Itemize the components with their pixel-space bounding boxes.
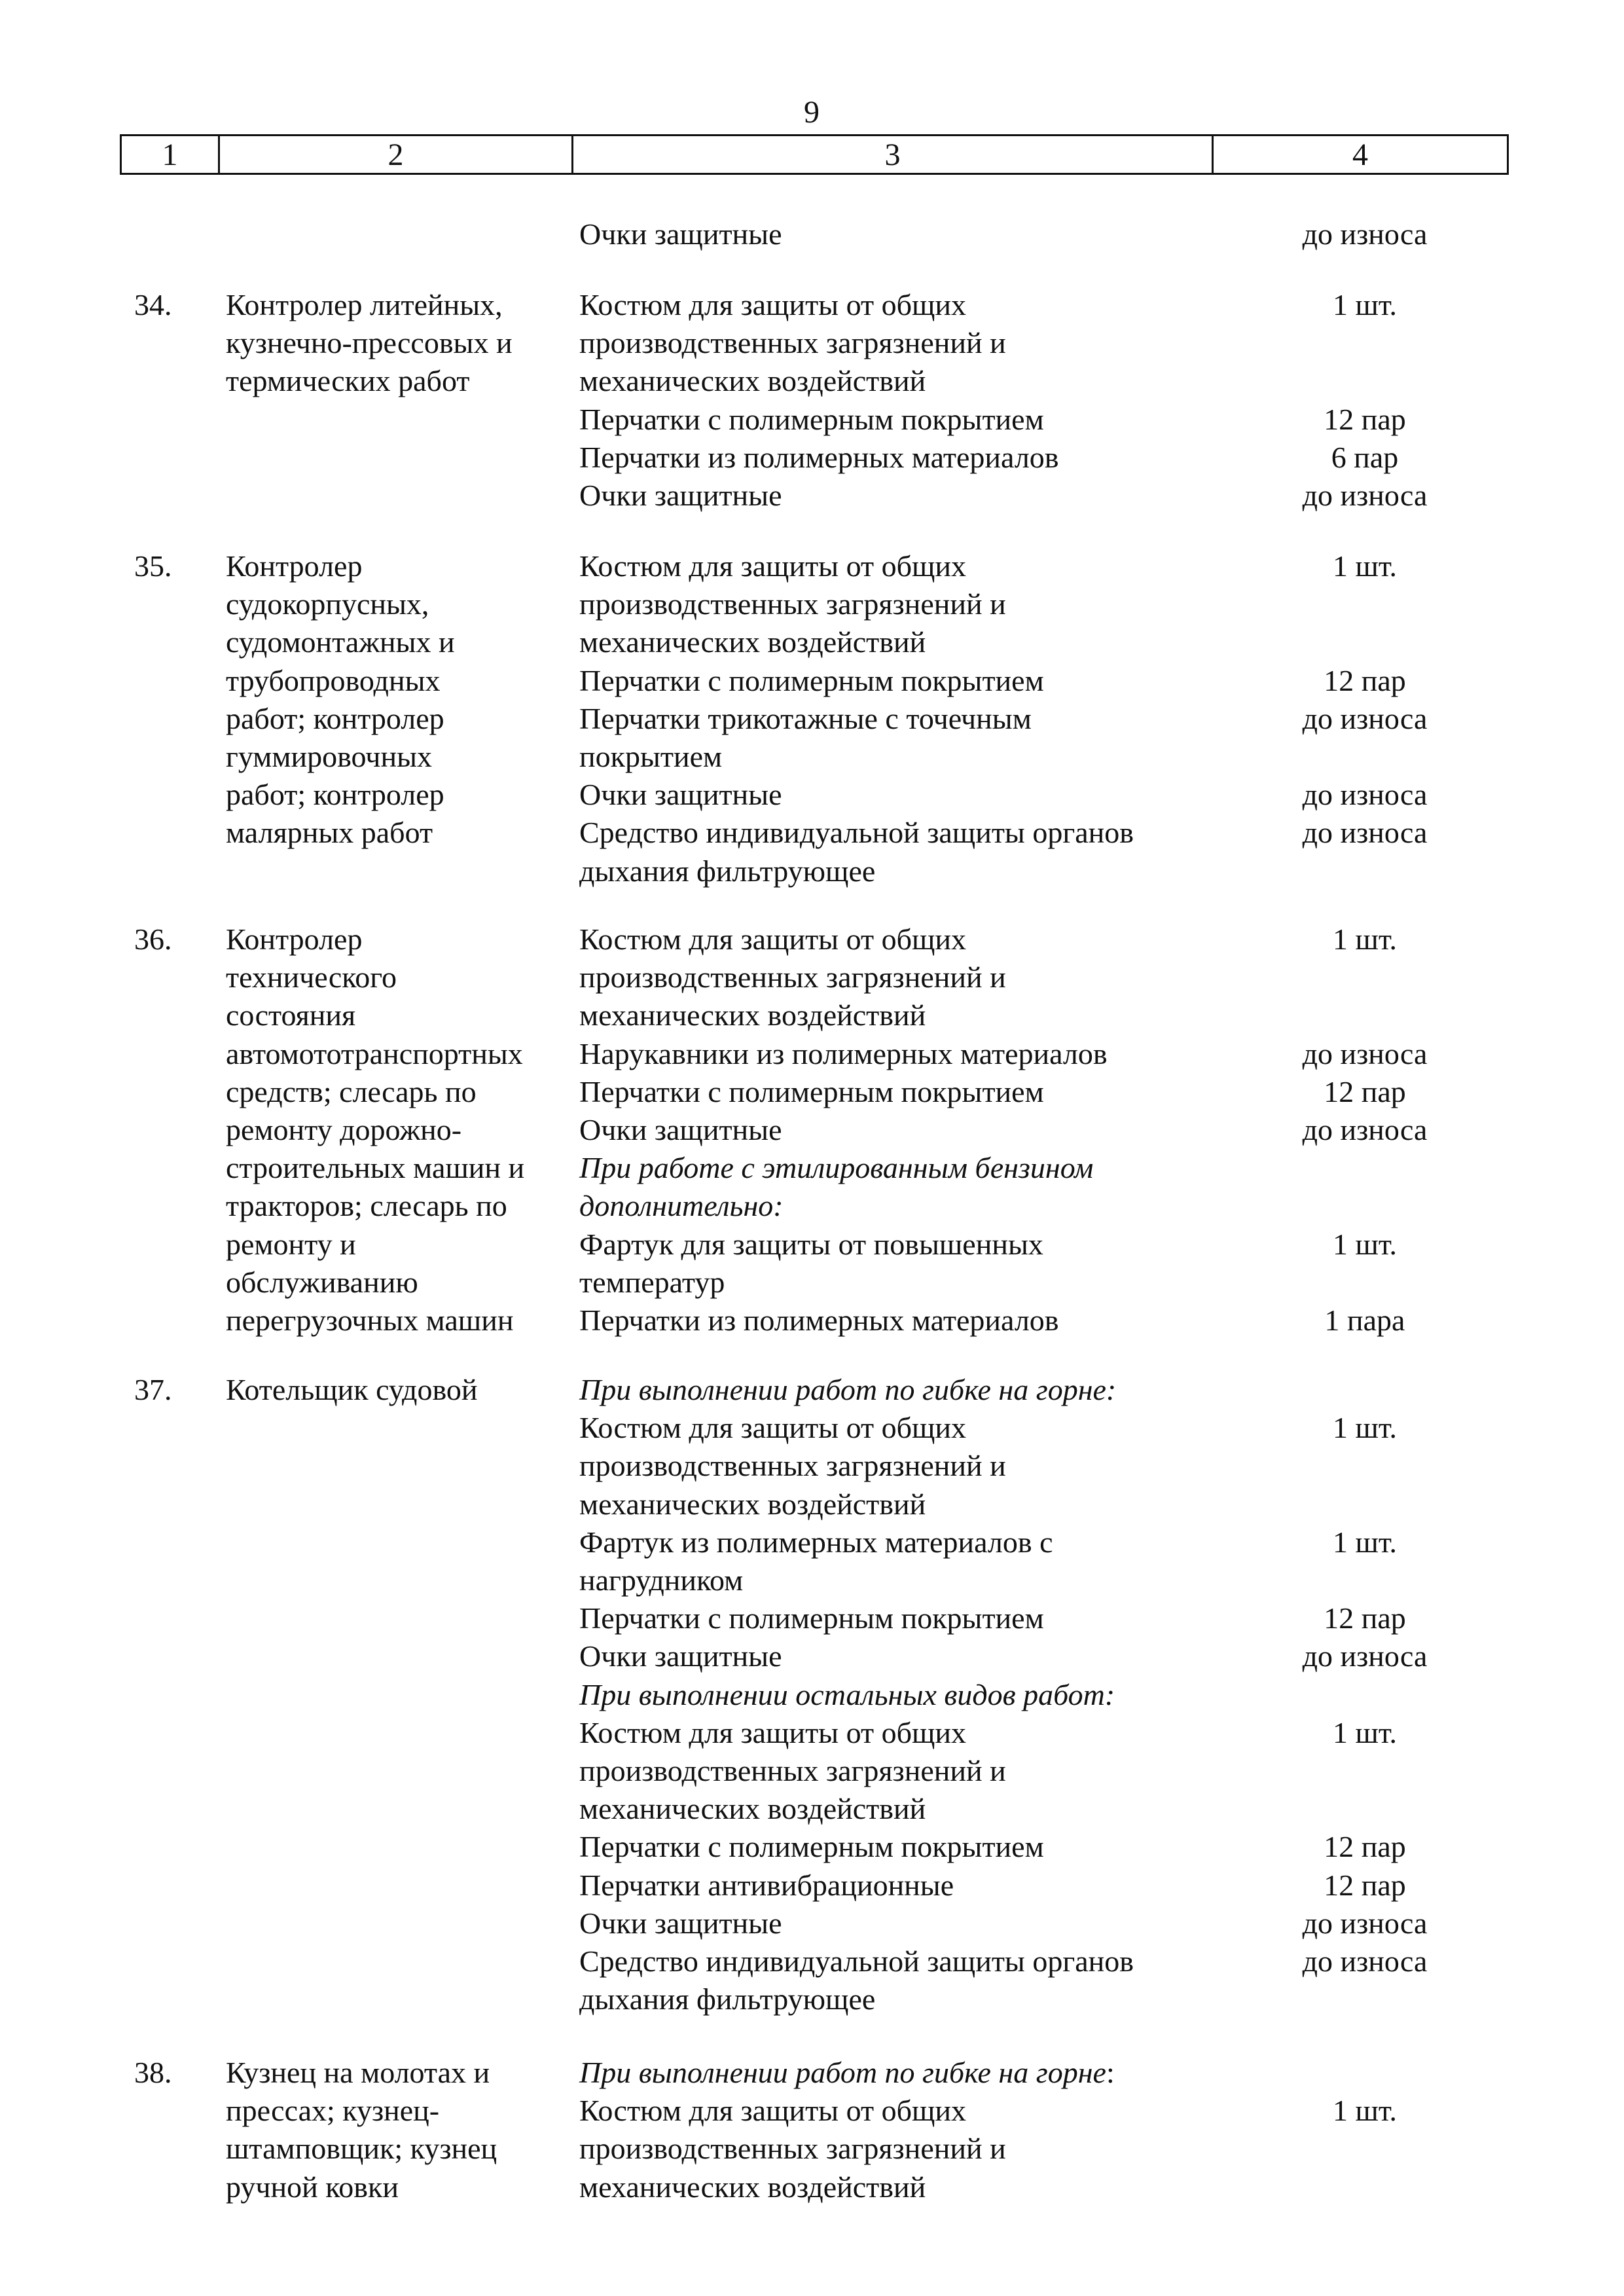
item-line: Перчатки трикотажные с точечным bbox=[579, 701, 1032, 735]
item-line: Средство индивидуальной защиты органов bbox=[579, 816, 1134, 850]
item-line: При выполнении остальных видов работ: bbox=[579, 1677, 1115, 1711]
item-line: При выполнении работ по гибке на горне: bbox=[579, 1373, 1117, 1406]
occupation-line: ремонту и bbox=[226, 1227, 356, 1261]
item-line: производственных загрязнений и bbox=[579, 2132, 1006, 2166]
item-line: производственных загрязнений и bbox=[579, 587, 1006, 621]
occupation-line: средств; слесарь по bbox=[226, 1074, 477, 1108]
item-quantity: до износа bbox=[1302, 1639, 1428, 1673]
occupation-line: ремонту дорожно- bbox=[226, 1113, 462, 1146]
column-header-2: 2 bbox=[219, 136, 573, 174]
item-quantity: 12 пар bbox=[1324, 1868, 1406, 1902]
column-header-row bbox=[120, 134, 1509, 175]
item-line: Перчатки с полимерным покрытием bbox=[579, 663, 1044, 697]
occupation-line: автомототранспортных bbox=[226, 1036, 523, 1070]
item-quantity: до износа bbox=[1302, 479, 1428, 512]
occupation-line: строительных машин и bbox=[226, 1151, 525, 1185]
item-line: Перчатки с полимерным покрытием bbox=[579, 1074, 1044, 1108]
item-quantity: 12 пар bbox=[1324, 1830, 1406, 1864]
item-line: Костюм для защиты от общих bbox=[579, 1411, 967, 1445]
item-line: температур bbox=[579, 1265, 725, 1299]
item-line: Очки защитные bbox=[579, 479, 782, 512]
item-line: Костюм для защиты от общих bbox=[579, 288, 967, 321]
item-quantity: до износа bbox=[1302, 701, 1428, 735]
item-line: механических воздействий bbox=[579, 2170, 926, 2204]
item-line: При работе с этилированным бензином bbox=[579, 1151, 1094, 1185]
item-line: Очки защитные bbox=[579, 1113, 782, 1146]
item-quantity: 12 пар bbox=[1324, 402, 1406, 436]
column-header-4: 4 bbox=[1213, 136, 1508, 174]
item-line: механических воздействий bbox=[579, 364, 926, 398]
occupation-line: гуммировочных bbox=[226, 740, 432, 773]
item-quantity: 1 шт. bbox=[1332, 1411, 1398, 1445]
occupation-line: тракторов; слесарь по bbox=[226, 1189, 507, 1223]
item-line: покрытием bbox=[579, 740, 723, 773]
item-line: механических воздействий bbox=[579, 1487, 926, 1521]
occupation-line: термических работ bbox=[226, 364, 470, 398]
occupation-line: ручной ковки bbox=[226, 2170, 399, 2204]
item-quantity: 1 шт. bbox=[1332, 1227, 1398, 1261]
entry-number: 37. bbox=[134, 1373, 172, 1406]
item-line: Фартук из полимерных материалов с bbox=[579, 1525, 1053, 1559]
item-line: дыхания фильтрующее bbox=[579, 854, 876, 888]
item-quantity: 12 пар bbox=[1324, 1074, 1406, 1108]
occupation-line: Контролер bbox=[226, 922, 363, 956]
item-line: Перчатки с полимерным покрытием bbox=[579, 1830, 1044, 1864]
item-line: Перчатки из полимерных материалов bbox=[579, 440, 1059, 474]
item-line: Очки защитные bbox=[579, 1906, 782, 1940]
item-quantity: до износа bbox=[1302, 1906, 1428, 1940]
occupation-line: штамповщик; кузнец bbox=[226, 2132, 497, 2166]
item-quantity: 12 пар bbox=[1324, 1601, 1406, 1635]
item-quantity: 1 пара bbox=[1324, 1303, 1405, 1337]
occupation-line: работ; контролер bbox=[226, 701, 444, 735]
item-line: Костюм для защиты от общих bbox=[579, 922, 967, 956]
item-quantity: до износа bbox=[1302, 778, 1428, 812]
item-line: Очки защитные bbox=[579, 217, 782, 251]
occupation-line: технического bbox=[226, 960, 397, 994]
item-line: Средство индивидуальной защиты органов bbox=[579, 1944, 1134, 1978]
item-quantity: 6 пар bbox=[1331, 440, 1399, 474]
item-quantity: 1 шт. bbox=[1332, 549, 1398, 583]
item-line: Перчатки антивибрационные bbox=[579, 1868, 954, 1902]
occupation-line: Кузнец на молотах и bbox=[226, 2056, 490, 2089]
occupation-line: трубопроводных bbox=[226, 663, 441, 697]
item-quantity: 12 пар bbox=[1324, 663, 1406, 697]
item-line: При выполнении работ по гибке на горне: bbox=[579, 2056, 1115, 2089]
column-header-1: 1 bbox=[121, 136, 219, 174]
occupation-line: Котельщик судовой bbox=[226, 1373, 478, 1406]
item-line: механических воздействий bbox=[579, 625, 926, 659]
item-line: Перчатки с полимерным покрытием bbox=[579, 1601, 1044, 1635]
item-quantity: 1 шт. bbox=[1332, 922, 1398, 956]
item-quantity: до износа bbox=[1302, 1113, 1428, 1146]
item-line: производственных загрязнений и bbox=[579, 960, 1006, 994]
item-line: механических воздействий bbox=[579, 998, 926, 1032]
item-line: производственных загрязнений и bbox=[579, 1449, 1006, 1483]
item-line: производственных загрязнений и bbox=[579, 326, 1006, 360]
entry-number: 36. bbox=[134, 922, 172, 956]
item-line: механических воздействий bbox=[579, 1792, 926, 1826]
item-quantity: 1 шт. bbox=[1332, 288, 1398, 321]
item-quantity: 1 шт. bbox=[1332, 2094, 1398, 2128]
entry-number: 35. bbox=[134, 549, 172, 583]
item-quantity: 1 шт. bbox=[1332, 1715, 1398, 1749]
item-quantity: до износа bbox=[1302, 217, 1428, 251]
occupation-line: обслуживанию bbox=[226, 1265, 418, 1299]
entry-number: 38. bbox=[134, 2056, 172, 2089]
occupation-line: Контролер литейных, bbox=[226, 288, 503, 321]
item-line: Фартук для защиты от повышенных bbox=[579, 1227, 1043, 1261]
item-quantity: до износа bbox=[1302, 1944, 1428, 1978]
occupation-line: прессах; кузнец- bbox=[226, 2094, 440, 2128]
item-quantity: до износа bbox=[1302, 816, 1428, 850]
occupation-line: Контролер bbox=[226, 549, 363, 583]
item-line: дополнительно: bbox=[579, 1189, 784, 1223]
occupation-line: судокорпусных, bbox=[226, 587, 429, 621]
item-line: дыхания фильтрующее bbox=[579, 1982, 876, 2016]
item-line: Перчатки с полимерным покрытием bbox=[579, 402, 1044, 436]
item-quantity: 1 шт. bbox=[1332, 1525, 1398, 1559]
item-line: Очки защитные bbox=[579, 1639, 782, 1673]
occupation-line: работ; контролер bbox=[226, 778, 444, 812]
item-line: Очки защитные bbox=[579, 778, 782, 812]
item-line: нагрудником bbox=[579, 1563, 744, 1597]
column-header-3: 3 bbox=[573, 136, 1213, 174]
item-line: Костюм для защиты от общих bbox=[579, 1715, 967, 1749]
item-line: Нарукавники из полимерных материалов bbox=[579, 1036, 1108, 1070]
item-line: Костюм для защиты от общих bbox=[579, 549, 967, 583]
item-line-italic: При выполнении работ по гибке на горне bbox=[579, 2056, 1106, 2089]
occupation-line: судомонтажных и bbox=[226, 625, 455, 659]
page-number: 9 bbox=[804, 95, 820, 130]
item-quantity: до износа bbox=[1302, 1036, 1428, 1070]
item-line: Перчатки из полимерных материалов bbox=[579, 1303, 1059, 1337]
entry-number: 34. bbox=[134, 288, 172, 321]
item-line: производственных загрязнений и bbox=[579, 1754, 1006, 1787]
occupation-line: малярных работ bbox=[226, 816, 433, 850]
occupation-line: состояния bbox=[226, 998, 356, 1032]
occupation-line: кузнечно-прессовых и bbox=[226, 326, 513, 360]
occupation-line: перегрузочных машин bbox=[226, 1303, 514, 1337]
item-line: Костюм для защиты от общих bbox=[579, 2094, 967, 2128]
